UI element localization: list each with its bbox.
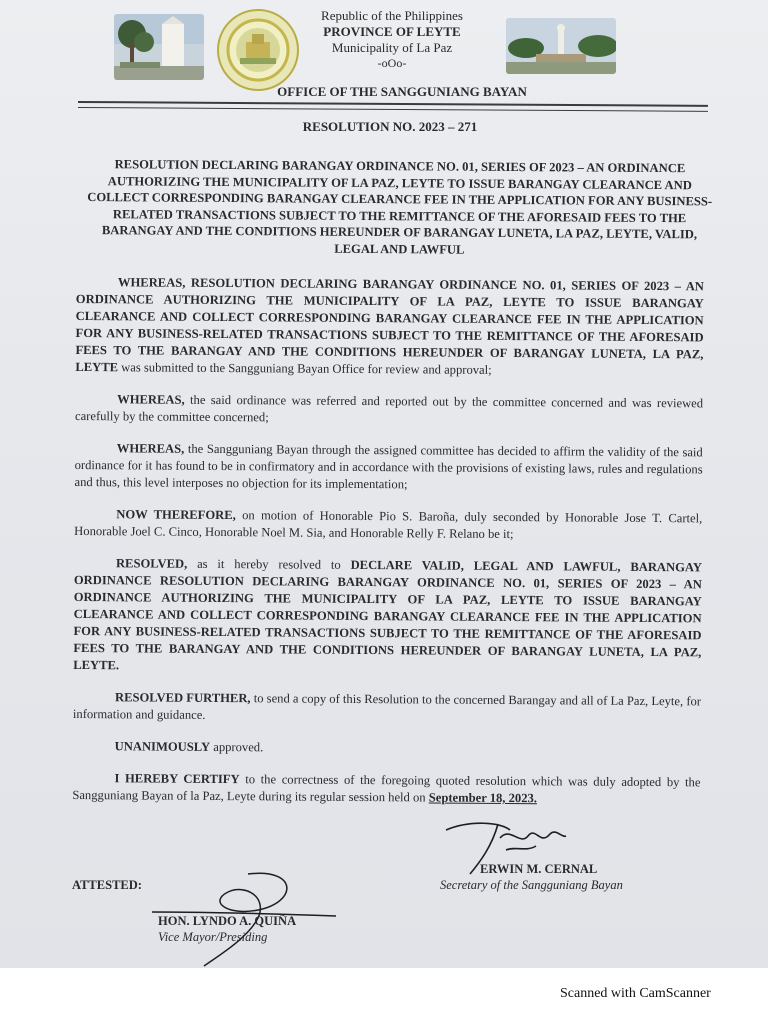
header-republic: Republic of the Philippines: [321, 8, 463, 23]
resolved-further-text: to send a copy of this Resolution to the concerned Barangay and all of La Paz, Leyte, for information and guidance.: [72, 691, 702, 722]
unanimously-text: approved.: [210, 739, 264, 755]
left-landmark-photo: [114, 14, 204, 80]
whereas-1-text: was submitted to the Sangguniang Bayan Office for review and approval;: [118, 360, 492, 377]
attested-label: ATTESTED:: [72, 878, 142, 892]
session-date: September 18, 2023.: [428, 790, 538, 806]
now-therefore-lead: NOW THEREFORE,: [116, 507, 236, 523]
whereas-2-text: the said ordinance was referred and reported out by the committee concerned and was reviewed carefully by the committee concerned;: [74, 392, 704, 425]
resolved-further-lead: RESOLVED FURTHER,: [114, 690, 251, 706]
resolution-number: RESOLUTION NO. 2023 – 271: [302, 119, 478, 134]
resolution-body: [72, 274, 704, 823]
office-title: OFFICE OF THE SANGGUNIANG BAYAN: [277, 84, 527, 99]
resolution-title: RESOLUTION DECLARING BARANGAY ORDINANCE NO. 01, SERIES OF 2023 – AN ORDINANCE AUTHORIZING THE MUNICIPALITY OF LA PAZ, LEYTE TO ISSUE BARANGAY CLEARANCE AND COLLECT CORRESPONDING BARANGAY CLEARANCE FEE IN THE APPLICATION FOR ANY BUSINESS-RELATED TRANSACTIONS SUBJECT TO THE REMITTANCE OF THE AFORESAID FEES TO THE BARANGAY AND THE CONDITIONS HEREUNDER OF BARANGAY LUNETA, LA PAZ, LEYTE, VALID, LEGAL AND LAWFUL: [87, 157, 713, 257]
whereas-3-text: the Sangguniang Bayan through the assigned committee has decided to affirm the validity of the said ordinance for it has found to be in confirmatory and in accordance with the provisions of existing laws, rules and regulations and thus, this level interposes no objection for its implementation;: [74, 441, 703, 492]
header-municipality: Municipality of La Paz: [331, 40, 453, 55]
right-plaza-photo: [506, 18, 616, 74]
camscanner-watermark: Scanned with CamScanner: [560, 986, 711, 1001]
resolved-declaration: DECLARE VALID, LEGAL AND LAWFUL, BARANGAY ORDINANCE RESOLUTION DECLARING BARANGAY ORDINANCE NO. 01, SERIES OF 2023 – AN ORDINANCE AUTHORIZING THE MUNICIPALITY OF LA PAZ, LEYTE TO ISSUE BARANGAY CLEARANCE AND COLLECT CORRESPONDING BARANGAY CLEARANCE FEE IN THE APPLICATION FOR ANY BUSINESS-RELATED TRANSACTIONS SUBJECT TO THE REMITTANCE OF THE AFORESAID FEES TO THE BARANGAY AND THE CONDITIONS HEREUNDER OF BARANGAY LUNETA, LA PAZ, LEYTE.: [73, 557, 703, 673]
secretary-name: ERWIN M. CERNAL: [480, 862, 598, 876]
resolved-paragraph: [73, 555, 702, 678]
now-therefore-text: on motion of Honorable Pio S. Baroña, duly seconded by Honorable Jose T. Cartel, Honorable Joel C. Cinco, Honorable Noel M. Sia, and Honorable Relly F. Relano be it;: [74, 508, 703, 542]
whereas-paragraph-2: [75, 391, 703, 429]
header-province: PROVINCE OF LEYTE: [323, 24, 461, 39]
certify-lead: I HEREBY CERTIFY: [114, 771, 240, 787]
whereas-1-caption: WHEREAS, RESOLUTION DECLARING BARANGAY ORDINANCE NO. 01, SERIES OF 2023 – AN ORDINANCE AUTHORIZING THE MUNICIPALITY OF LA PAZ, LEYTE TO ISSUE BARANGAY CLEARANCE AND COLLECT CORRESPONDING BARANGAY CLEARANCE FEE IN THE APPLICATION FOR ANY BUSINESS-RELATED TRANSACTIONS SUBJECT TO THE REMITTANCE OF THE AFORESAID FEES TO THE BARANGAY AND THE CONDITIONS HEREUNDER OF BARANGAY LUNETA, LA PAZ, LEYTE: [75, 275, 704, 375]
unanimously-lead: UNANIMOUSLY: [114, 739, 211, 754]
certify-text: to the correctness of the foregoing quoted resolution which was duly adopted by the Sangguniang Bayan of la Paz, Leyte during its regular session held on: [72, 772, 701, 805]
resolved-mid: as it hereby resolved to: [187, 556, 351, 572]
header-rule: [78, 101, 708, 112]
whereas-2-lead: WHEREAS,: [117, 392, 185, 407]
unanimously-paragraph: [73, 738, 701, 759]
resolved-further-paragraph: [73, 689, 701, 727]
certification-paragraph: [72, 770, 700, 808]
whereas-paragraph-1: [75, 274, 704, 380]
resolved-lead: RESOLVED,: [115, 556, 188, 571]
vice-mayor-name: HON. LYNDO A. QUIÑA: [158, 914, 297, 928]
header-ornament: -oOo-: [377, 56, 407, 70]
secretary-title: Secretary of the Sangguniang Bayan: [440, 878, 623, 892]
vice-mayor-title: Vice Mayor/Presiding: [158, 930, 268, 944]
now-therefore-paragraph: [74, 506, 702, 544]
whereas-paragraph-3: [74, 440, 702, 495]
whereas-3-lead: WHEREAS,: [116, 441, 185, 456]
